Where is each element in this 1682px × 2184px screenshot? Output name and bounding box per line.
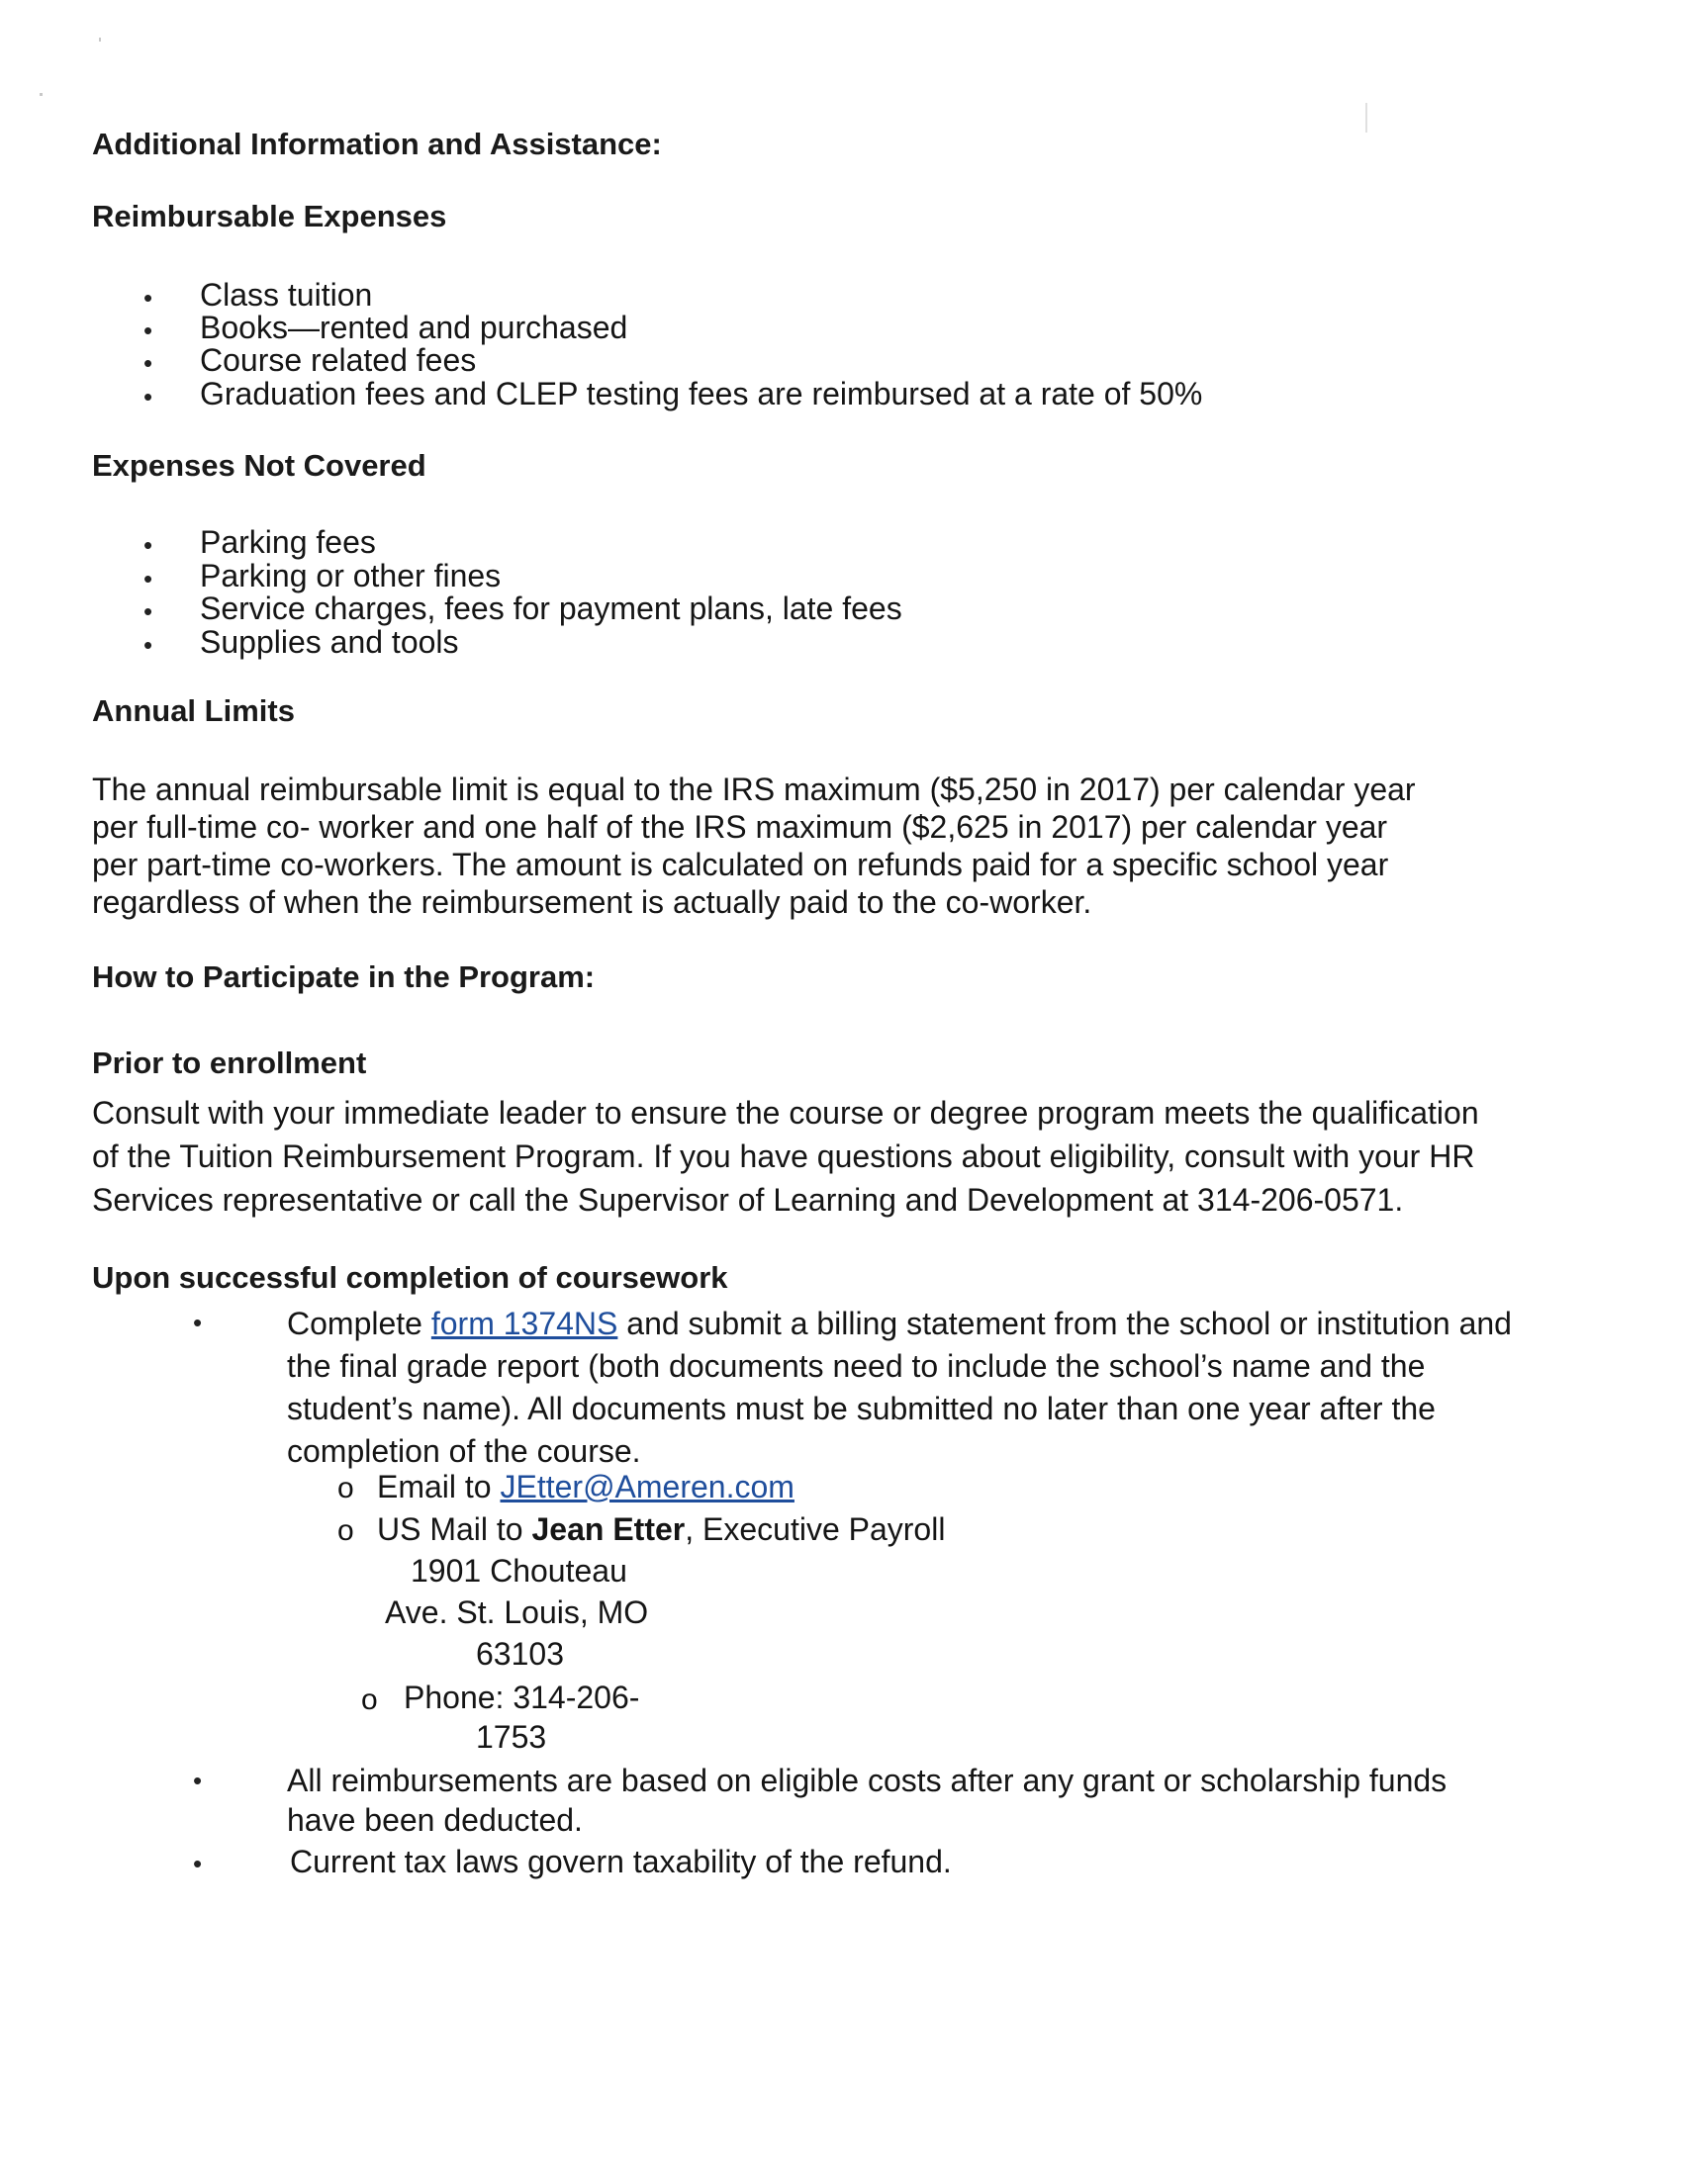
completion-bullet-1 [287,1303,1512,1473]
mail-recipient-title: , Executive Payroll [685,1511,946,1547]
address-line: 63103 [476,1636,564,1672]
bullet-dot: • [143,382,153,411]
paragraph-line: student’s name). All documents must be submitted no later than one year after the [287,1391,1436,1426]
list-item: Course related fees [200,342,477,378]
bullet-dot: • [193,1766,203,1795]
completion-bullet-3: Current tax laws govern taxability of the refund. [290,1844,952,1879]
list-item: Books—rented and purchased [200,310,628,345]
bullet-dot: • [143,530,153,560]
bullet-dot: • [143,316,153,345]
paragraph-line: Consult with your immediate leader to ensure the course or degree program meets the qualification [92,1095,1479,1131]
bullet-dot: • [193,1308,203,1337]
bullet-dot: • [143,283,153,313]
scan-speck [99,38,101,42]
paragraph-line: All reimbursements are based on eligible costs after any grant or scholarship funds [287,1763,1448,1798]
billing-text: and submit a billing statement from the school or institution and [617,1306,1512,1341]
paragraph-line: per full-time co- worker and one half of the IRS maximum ($2,625 in 2017) per calendar year [92,809,1388,845]
list-item: Parking fees [200,524,376,560]
phone-line: Phone: 314-206- [404,1680,640,1715]
prior-enrollment-paragraph [92,1091,1479,1222]
heading-how-to-participate: How to Participate in the Program: [92,959,596,994]
sub-bullet-marker: o [337,1514,354,1547]
paragraph-line: per part-time co-workers. The amount is calculated on refunds paid for a specific school year [92,847,1389,882]
heading-additional-info: Additional Information and Assistance: [92,127,662,161]
bullet-dot: • [143,630,153,660]
list-item: Supplies and tools [200,624,459,660]
heading-reimbursable-expenses: Reimbursable Expenses [92,199,447,233]
heading-annual-limits: Annual Limits [92,693,295,728]
list-item: Class tuition [200,277,373,313]
completion-bullet-2 [287,1761,1447,1840]
paragraph-line: completion of the course. [287,1433,641,1469]
paragraph-line: the final grade report (both documents need to include the school’s name and the [287,1348,1426,1384]
bullet-dot: • [193,1849,203,1878]
list-item: Service charges, fees for payment plans, late fees [200,591,902,626]
mail-line [377,1511,945,1548]
list-item: Graduation fees and CLEP testing fees are reimbursed at a rate of 50% [200,376,1203,411]
address-line: 1901 Chouteau [411,1553,627,1589]
heading-upon-completion: Upon successful completion of coursework [92,1260,728,1295]
heading-prior-to-enrollment: Prior to enrollment [92,1046,367,1080]
bullet-dot: • [143,348,153,378]
phone-line-continued: 1753 [476,1719,547,1755]
complete-text: Complete [287,1306,431,1341]
mail-label: US Mail to [377,1511,532,1547]
heading-expenses-not-covered: Expenses Not Covered [92,448,426,483]
paragraph-line: of the Tuition Reimbursement Program. If you have questions about eligibility, consult with your HR [92,1138,1475,1174]
paragraph-line: The annual reimbursable limit is equal to the IRS maximum ($5,250 in 2017) per calendar year [92,772,1416,807]
paragraph-line: regardless of when the reimbursement is actually paid to the co-worker. [92,884,1092,920]
mail-recipient-name: Jean Etter [531,1511,686,1547]
email-label: Email to [377,1469,501,1504]
paragraph-line: have been deducted. [287,1802,583,1838]
address-line: Ave. St. Louis, MO [385,1594,649,1630]
scan-speck [1365,103,1367,133]
email-link[interactable]: JEtter@Ameren.com [500,1469,794,1504]
bullet-dot: • [143,596,153,626]
sub-bullet-marker: o [361,1684,378,1716]
sub-bullet-marker: o [337,1472,354,1504]
bullet-dot: • [143,564,153,593]
email-line [377,1469,794,1505]
paragraph-line [287,1303,1512,1345]
scan-speck [40,93,43,96]
form-1374ns-link[interactable]: form 1374NS [430,1306,618,1341]
paragraph-line: Services representative or call the Supervisor of Learning and Development at 314-206-0571. [92,1182,1404,1218]
list-item: Parking or other fines [200,558,502,593]
annual-limits-paragraph [92,771,1416,921]
